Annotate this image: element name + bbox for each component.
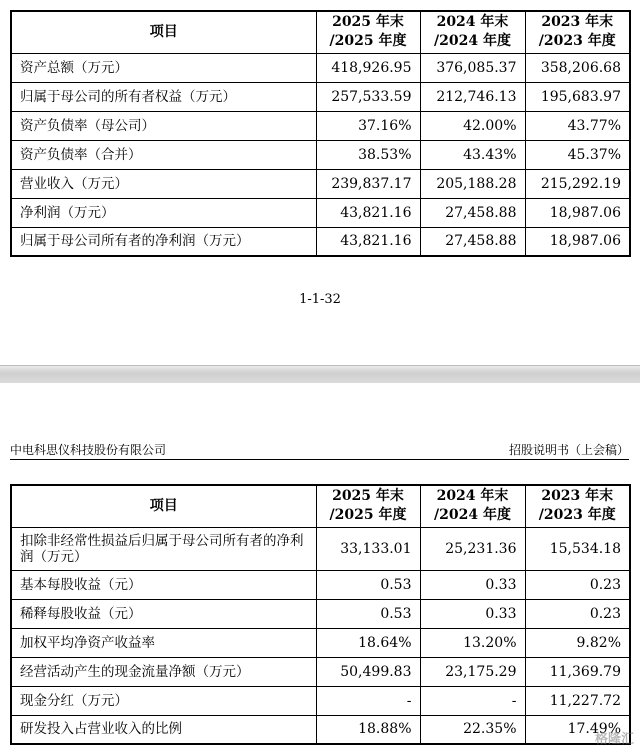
cell-2025: 18.88% [316, 715, 420, 744]
cell-2024: - [420, 686, 525, 715]
cell-2023: 43.77% [525, 111, 630, 140]
row-label: 加权平均净资产收益率 [11, 628, 316, 657]
cell-2024: 0.33 [420, 599, 525, 628]
cell-2023: 9.82% [525, 628, 630, 657]
cell-2023: 17.49% [525, 715, 630, 744]
document-page-lower [0, 383, 640, 751]
table-row [11, 227, 630, 256]
row-label: 基本每股收益（元） [11, 570, 316, 599]
cell-2024: 43.43% [420, 140, 525, 169]
document-page-upper [0, 0, 640, 365]
header-2024: 2024 年末 /2024 年度 [420, 11, 525, 53]
cell-2024: 13.20% [420, 628, 525, 657]
cell-2025: - [316, 686, 420, 715]
table-row [11, 657, 630, 686]
financial-table-2 [10, 484, 631, 745]
cell-2024: 27,458.88 [420, 227, 525, 256]
table-row [11, 53, 630, 82]
header-item: 项目 [11, 11, 316, 53]
cell-2025: 33,133.01 [316, 527, 420, 570]
cell-2023: 11,369.79 [525, 657, 630, 686]
cell-2024: 42.00% [420, 111, 525, 140]
table-header-row [11, 11, 630, 53]
cell-2025: 50,499.83 [316, 657, 420, 686]
cell-2023: 18,987.06 [525, 198, 630, 227]
cell-2023: 15,534.18 [525, 527, 630, 570]
row-label: 归属于母公司的所有者权益（万元） [11, 82, 316, 111]
header-item: 项目 [11, 485, 316, 527]
row-label: 扣除非经常性损益后归属于母公司所有者的净利润（万元） [11, 527, 316, 570]
table-row [11, 686, 630, 715]
cell-2023: 215,292.19 [525, 169, 630, 198]
table-row [11, 82, 630, 111]
cell-2023: 358,206.68 [525, 53, 630, 82]
cell-2025: 43,821.16 [316, 198, 420, 227]
cell-2024: 27,458.88 [420, 198, 525, 227]
cell-2024: 0.33 [420, 570, 525, 599]
page-separator [0, 365, 640, 385]
cell-2024: 22.35% [420, 715, 525, 744]
table-row [11, 715, 630, 744]
table-row [11, 570, 630, 599]
table-row [11, 599, 630, 628]
cell-2023: 45.37% [525, 140, 630, 169]
header-2025: 2025 年末 /2025 年度 [316, 11, 420, 53]
table-row [11, 527, 630, 570]
running-header [10, 439, 629, 460]
financial-table-1 [10, 10, 631, 257]
row-label: 归属于母公司所有者的净利润（万元） [11, 227, 316, 256]
cell-2024: 25,231.36 [420, 527, 525, 570]
cell-2025: 257,533.59 [316, 82, 420, 111]
cell-2025: 0.53 [316, 599, 420, 628]
row-label: 经营活动产生的现金流量净额（万元） [11, 657, 316, 686]
cell-2024: 205,188.28 [420, 169, 525, 198]
cell-2023: 0.23 [525, 599, 630, 628]
cell-2025: 0.53 [316, 570, 420, 599]
header-2023: 2023 年末 /2023 年度 [525, 11, 630, 53]
cell-2023: 11,227.72 [525, 686, 630, 715]
header-2024: 2024 年末 /2024 年度 [420, 485, 525, 527]
row-label: 净利润（万元） [11, 198, 316, 227]
page-number: 1-1-32 [299, 292, 341, 307]
cell-2025: 18.64% [316, 628, 420, 657]
table-row [11, 628, 630, 657]
row-label: 资产负债率（母公司） [11, 111, 316, 140]
table-row [11, 111, 630, 140]
cell-2023: 18,987.06 [525, 227, 630, 256]
table-row [11, 169, 630, 198]
cell-2024: 376,085.37 [420, 53, 525, 82]
table-header-row [11, 485, 630, 527]
table-row [11, 198, 630, 227]
cell-2025: 37.16% [316, 111, 420, 140]
row-label: 资产总额（万元） [11, 53, 316, 82]
document-type: 招股说明书（上会稿） [508, 443, 629, 457]
table-row [11, 140, 630, 169]
header-2025: 2025 年末 /2025 年度 [316, 485, 420, 527]
row-label: 研发投入占营业收入的比例 [11, 715, 316, 744]
watermark-logo: 格隆汇 [594, 732, 634, 747]
header-2023: 2023 年末 /2023 年度 [525, 485, 630, 527]
cell-2024: 212,746.13 [420, 82, 525, 111]
cell-2025: 43,821.16 [316, 227, 420, 256]
cell-2025: 418,926.95 [316, 53, 420, 82]
row-label: 营业收入（万元） [11, 169, 316, 198]
company-name: 中电科思仪科技股份有限公司 [10, 443, 167, 457]
row-label: 现金分红（万元） [11, 686, 316, 715]
cell-2025: 239,837.17 [316, 169, 420, 198]
cell-2023: 195,683.97 [525, 82, 630, 111]
cell-2024: 23,175.29 [420, 657, 525, 686]
row-label: 资产负债率（合并） [11, 140, 316, 169]
cell-2025: 38.53% [316, 140, 420, 169]
cell-2023: 0.23 [525, 570, 630, 599]
row-label: 稀释每股收益（元） [11, 599, 316, 628]
